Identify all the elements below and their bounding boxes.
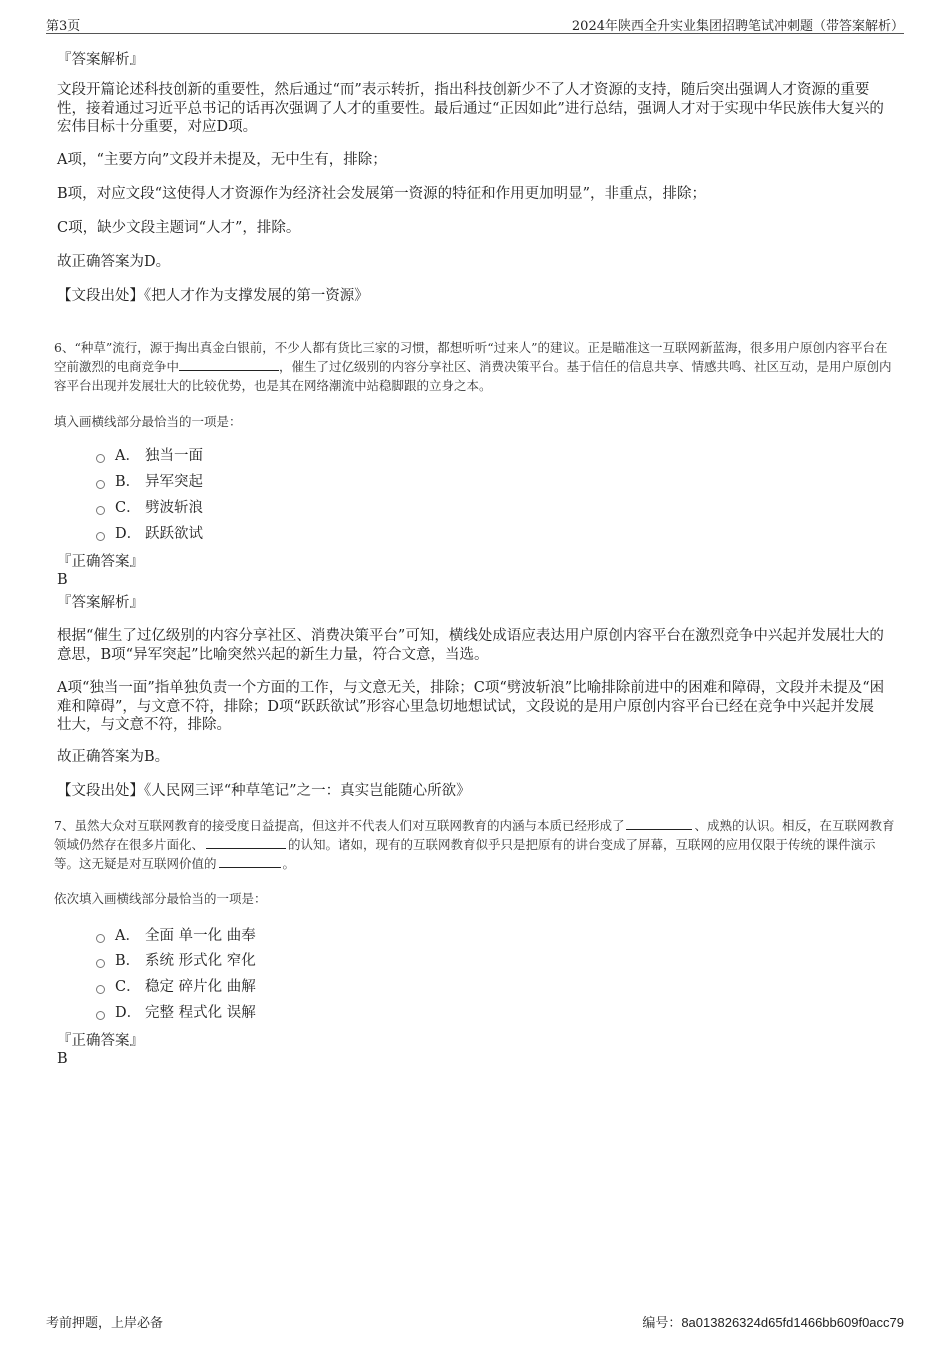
radio-icon[interactable] xyxy=(96,454,105,463)
question-6-option-a[interactable]: A． 独当一面 xyxy=(96,446,203,466)
question-7-prompt: 依次填入画横线部分最恰当的一项是： xyxy=(54,891,267,906)
radio-icon[interactable] xyxy=(96,1011,105,1020)
radio-icon[interactable] xyxy=(96,985,105,994)
question-7-option-c[interactable]: C． 稳定 碎片化 曲解 xyxy=(96,977,256,997)
question-6-option-b[interactable]: B． 异军突起 xyxy=(96,472,203,492)
correct-answer: B xyxy=(57,1051,68,1067)
question-7-stem-part3: 的认知。诸如，现有的互联网教育似乎只是把原有的讲台变成了屏幕，互联网的应用仅限于传统的课件演示等。这无疑是对互联网价值的 xyxy=(54,837,876,871)
source-citation: 【文段出处】《把人才作为支撑发展的第一资源》 xyxy=(57,288,369,304)
question-7-blank-3 xyxy=(219,855,281,868)
question-7-stem-part4: 。 xyxy=(282,856,296,871)
analysis-text: 文段开篇论述科技创新的重要性，然后通过“而”表示转折，指出科技创新少不了人才资源的支持，随后突出强调人才资源的重要性，接着通过习近平总书记的话再次强调了人才的重要性。最后通过“正因如此”进行总结，强调人才对于实现中华民族伟大复兴的宏伟目标十分重要，对应D项。 xyxy=(57,82,884,135)
analysis-item-a: A项，“主要方向”文段并未提及，无中生有，排除； xyxy=(57,152,387,168)
question-6-option-c[interactable]: C． 劈波斩浪 xyxy=(96,498,203,518)
question-6-stem xyxy=(54,338,896,395)
radio-icon[interactable] xyxy=(96,959,105,968)
answer-label: 『正确答案』 xyxy=(57,554,144,570)
analysis-text: 根据“催生了过亿级别的内容分享社区、消费决策平台”可知，横线处成语应表达用户原创内容平台在激烈竞争中兴起并发展壮大的意思，B项“异军突起”比喻突然兴起的新生力量，符合文意，当选。 xyxy=(57,628,884,663)
question-7-option-d[interactable]: D． 完整 程式化 误解 xyxy=(96,1003,256,1023)
document-code: 编号：8a013826324d65fd1466bb609f0acc79 xyxy=(642,1315,904,1331)
document-title: 2024年陕西全升实业集团招聘笔试冲刺题（带答案解析） xyxy=(571,19,904,34)
radio-icon[interactable] xyxy=(96,532,105,541)
question-6-prompt: 填入画横线部分最恰当的一项是： xyxy=(54,414,242,429)
analysis-conclusion: 故正确答案为D。 xyxy=(57,254,171,270)
radio-icon[interactable] xyxy=(96,506,105,515)
page-header xyxy=(46,13,904,34)
correct-answer: B xyxy=(57,572,68,588)
analysis-item-b: B项，对应文段“这使得人才资源作为经济社会发展第一资源的特征和作用更加明显”，非重点，排除； xyxy=(57,186,706,202)
source-citation: 【文段出处】《人民网三评“种草笔记”之一：真实岂能随心所欲》 xyxy=(57,783,471,799)
analysis-label: 『答案解析』 xyxy=(57,52,144,68)
question-7-blank-1 xyxy=(626,817,692,830)
radio-icon[interactable] xyxy=(96,934,105,943)
question-7-stem xyxy=(54,816,896,873)
question-7-stem-part1: 7、虽然大众对互联网教育的接受度日益提高，但这并不代表人们对互联网教育的内涵与本质已经形成了 xyxy=(54,818,625,833)
analysis-item-c: C项，缺少文段主题词“人才”，排除。 xyxy=(57,220,301,236)
question-7-option-a[interactable]: A． 全面 单一化 曲奉 xyxy=(96,926,256,946)
analysis-label: 『答案解析』 xyxy=(57,595,144,611)
question-6-stem-part1: 6、“种草”流行，源于掏出真金白银前，不少人都有货比三家的习惯，都想听听“过来人”的建议。正是瞄准这一互联网新蓝海，很多用户原创内容平台在空前激烈的电商竞争中 xyxy=(54,340,888,374)
question-7-blank-2 xyxy=(206,836,286,849)
question-6-blank xyxy=(179,358,279,371)
analysis-conclusion: 故正确答案为B。 xyxy=(57,749,170,765)
footer-slogan: 考前押题，上岸必备 xyxy=(46,1316,164,1331)
question-6-stem-part2: ，催生了过亿级别的内容分享社区、消费决策平台。基于信任的信息共享、情感共鸣、社区互动，是用户原创内容平台出现并发展壮大的比较优势，也是其在网络潮流中站稳脚跟的立身之本。 xyxy=(54,359,892,393)
page-number: 第3页 xyxy=(46,19,81,34)
radio-icon[interactable] xyxy=(96,480,105,489)
question-7-stem-part2: 、成熟的认识。相反，在互联网教育领域仍然存在很多片面化、 xyxy=(54,818,895,852)
analysis-items: A项“独当一面”指单独负责一个方面的工作，与文意无关，排除；C项“劈波斩浪”比喻排除前进中的困难和障碍，文段并未提及“困难和障碍”，与文意不符，排除；D项“跃跃欲试”形容心里急切地想试试，文段说的是用户原创内容平台已经在竞争中兴起并发展壮大，与文意不符，排除。 xyxy=(57,680,885,733)
question-7-option-b[interactable]: B． 系统 形式化 窄化 xyxy=(96,951,256,971)
question-6-option-d[interactable]: D． 跃跃欲试 xyxy=(96,524,203,544)
answer-label: 『正确答案』 xyxy=(57,1033,144,1049)
